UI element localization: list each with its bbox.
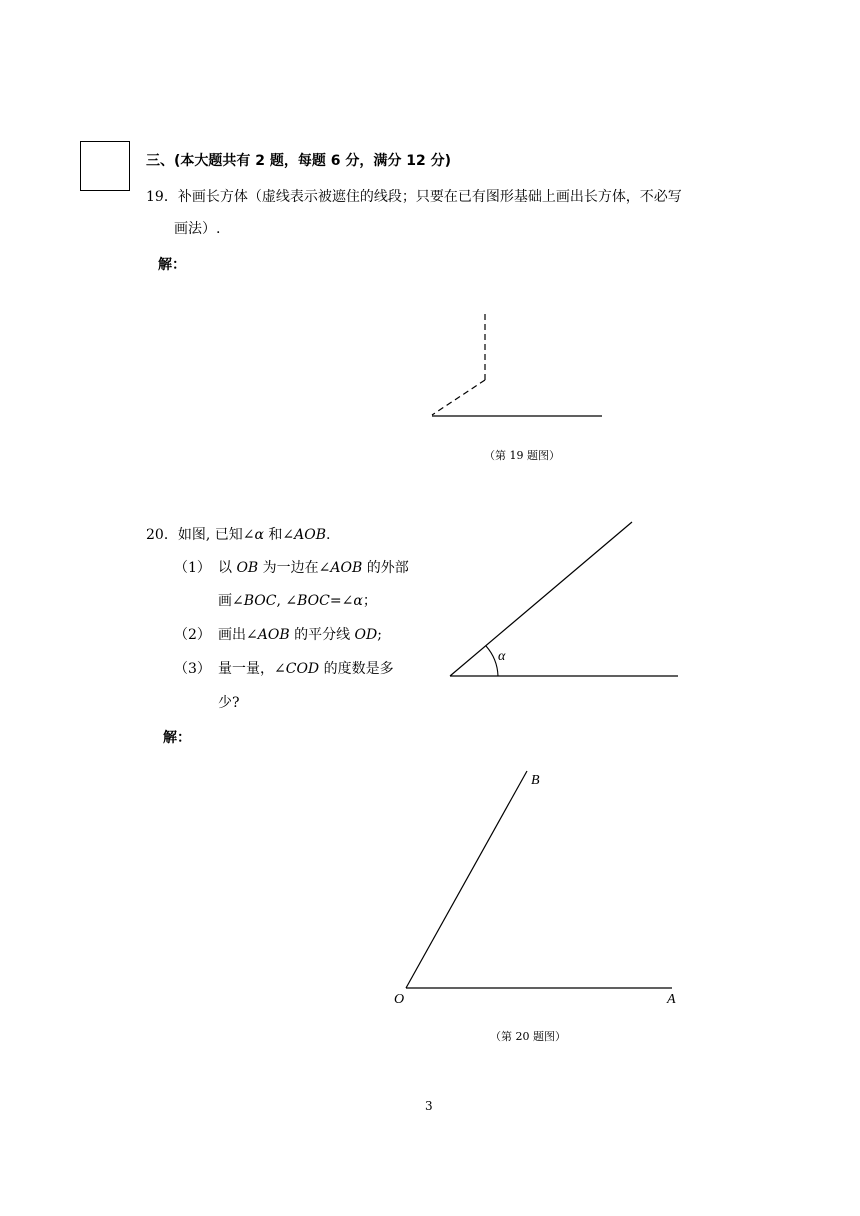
section-heading: 三、(本大题共有 2 题，每题 6 分，满分 12 分) — [146, 153, 452, 169]
q20-part2-text: 画出∠AOB 的平分线 OD; — [218, 627, 382, 643]
page-number: 3 — [425, 1099, 433, 1113]
q20-intro: 20．如图, 已知∠α 和∠AOB. — [146, 527, 331, 543]
fig20-caption: （第 20 题图） — [490, 1030, 566, 1043]
q20-part2-number: （2） — [174, 627, 211, 643]
point-label-O: O — [394, 992, 405, 1007]
q19-text-line2: 画法）. — [174, 221, 221, 237]
q20-part3-line1: 量一量，∠COD 的度数是多 — [218, 661, 394, 677]
figure-20 — [394, 771, 676, 1007]
figure-alpha-angle — [450, 522, 678, 676]
alpha-ray-top — [450, 522, 632, 676]
point-label-B: B — [531, 773, 540, 788]
q20-part3-line2: 少? — [218, 695, 240, 711]
q20-part1-number: （1） — [174, 560, 211, 576]
point-label-A: A — [667, 992, 676, 1007]
figure-19 — [432, 314, 602, 416]
alpha-angle-label: α — [498, 649, 506, 664]
fig19-diagonal-dashed-edge — [432, 380, 485, 415]
alpha-arc — [486, 646, 498, 676]
q19-text-line1: 19．补画长方体（虚线表示被遮住的线段；只要在已有图形基础上画出长方体，不必写 — [146, 189, 682, 205]
q20-answer-label: 解： — [163, 730, 191, 746]
fig19-caption: （第 19 题图） — [484, 449, 560, 462]
q20-part1-line1: 以 OB 为一边在∠AOB 的外部 — [218, 560, 409, 576]
q20-part1-line2: 画∠BOC, ∠BOC=∠α； — [218, 593, 377, 609]
q19-answer-label: 解： — [158, 257, 186, 273]
ray-OB — [406, 771, 527, 988]
q20-part3-number: （3） — [174, 661, 211, 677]
